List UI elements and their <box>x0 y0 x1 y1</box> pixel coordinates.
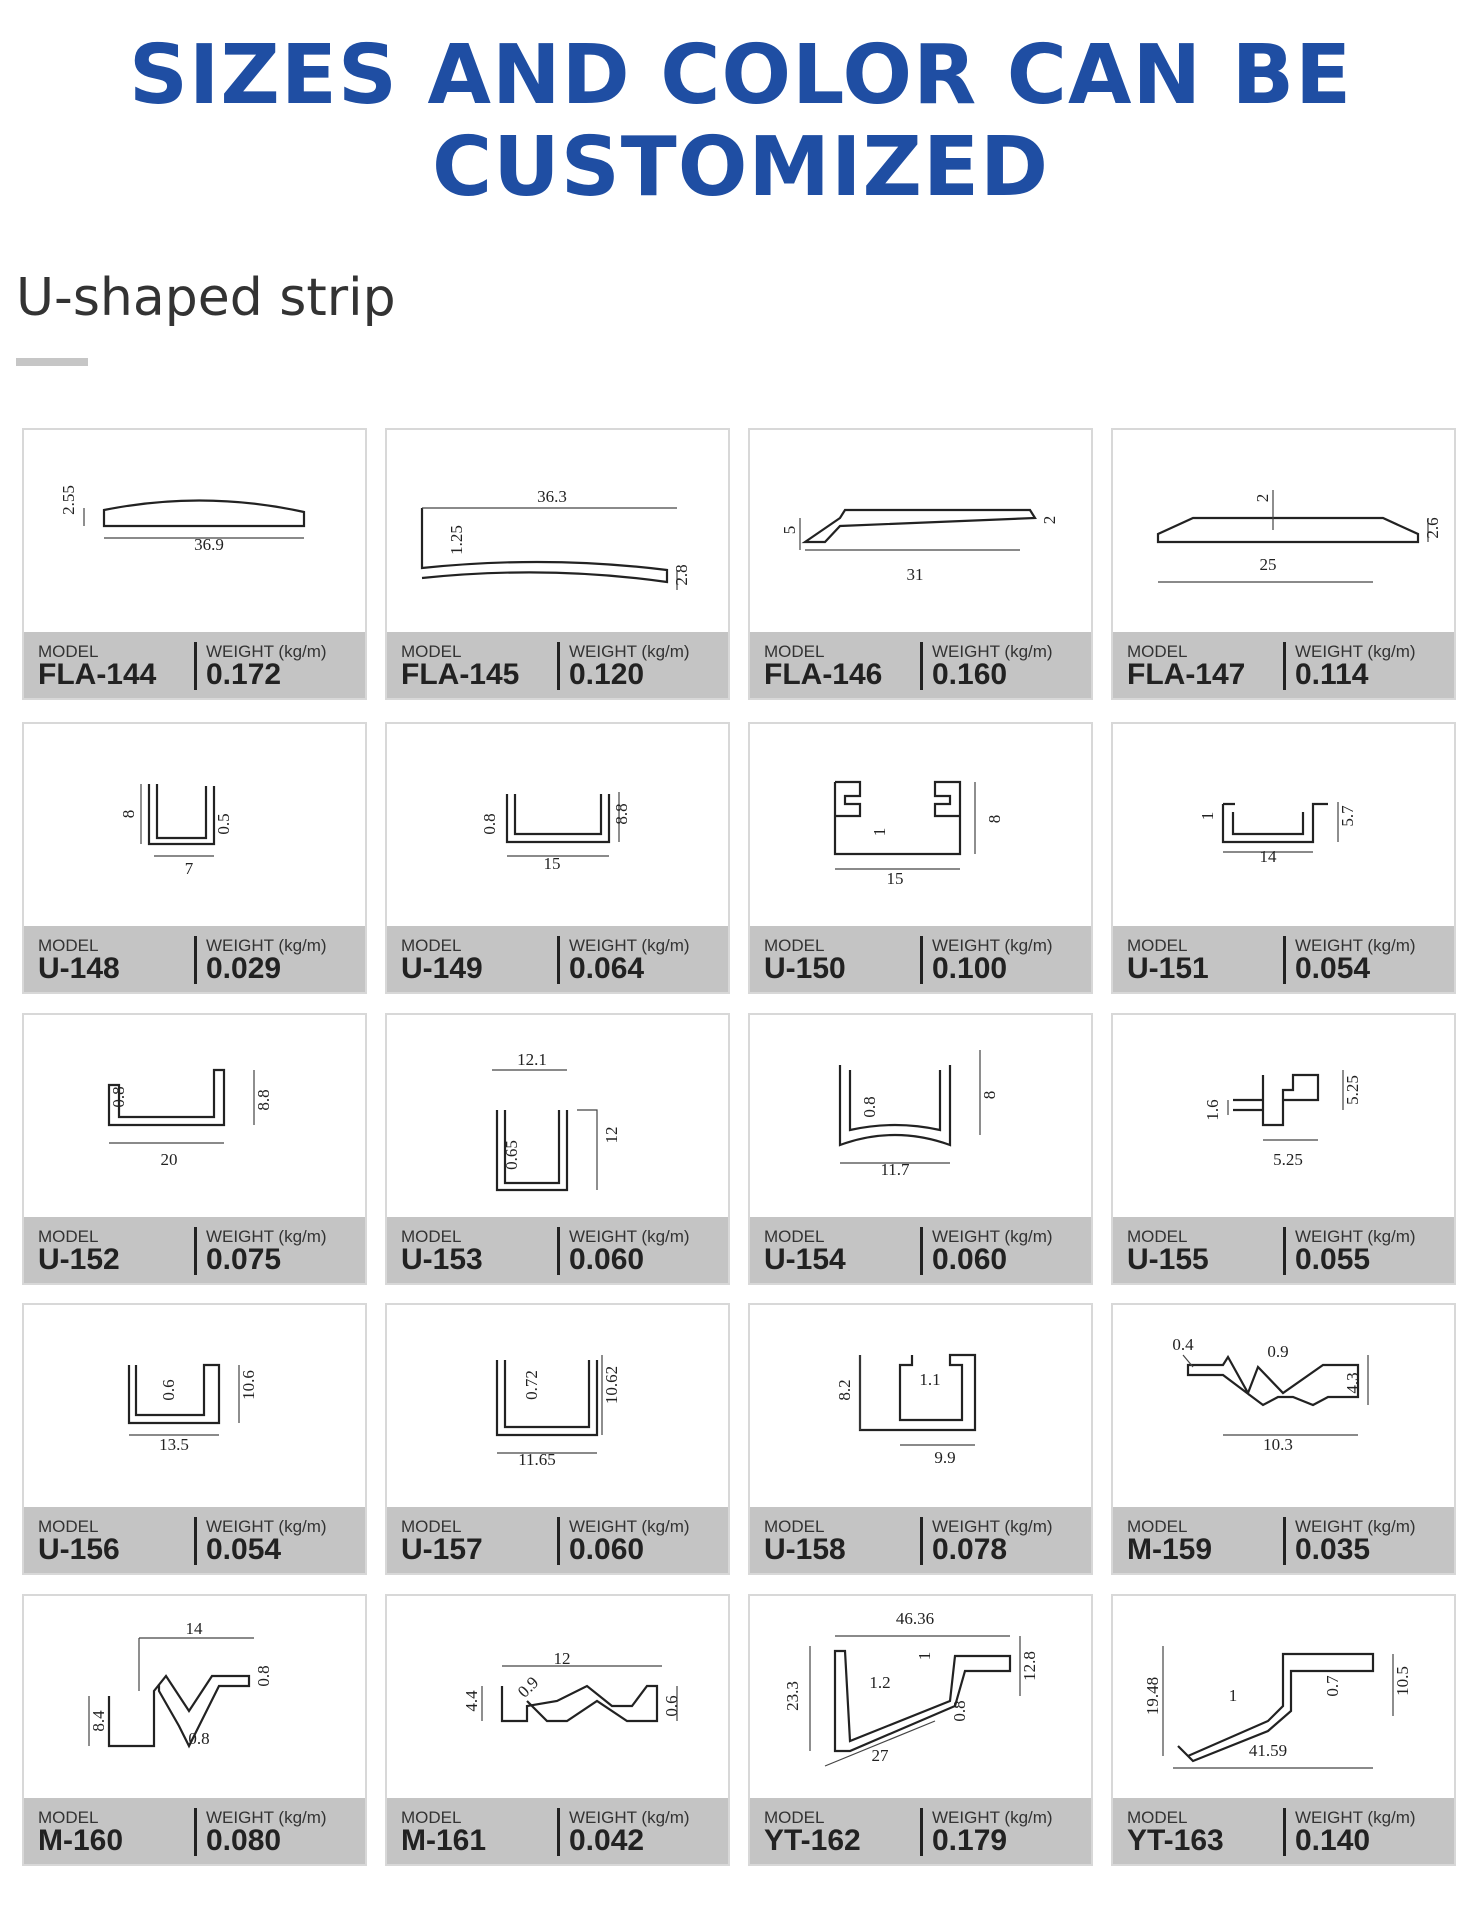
dimension-label: 10.5 <box>1393 1666 1412 1696</box>
profile-drawing <box>24 1305 365 1509</box>
dimension-label: 0.8 <box>254 1665 273 1687</box>
weight-value: 0.054 <box>1295 952 1371 985</box>
profile-outline <box>1158 518 1418 542</box>
model-label: MODEL <box>764 1227 825 1246</box>
model-label: MODEL <box>1127 1227 1188 1246</box>
spec-divider <box>920 936 923 984</box>
model-label: MODEL <box>38 1808 99 1827</box>
dimension-label: 5.25 <box>1273 1150 1303 1169</box>
weight-value: 0.029 <box>206 952 282 985</box>
spec-divider <box>557 936 560 984</box>
dimension-line <box>577 1110 597 1190</box>
dimension-label: 12.1 <box>517 1050 547 1069</box>
model-label: MODEL <box>401 1808 462 1827</box>
profile-outline <box>840 1065 950 1145</box>
spec-band <box>24 632 365 698</box>
dimension-label: 0.8 <box>860 1096 879 1118</box>
profile-drawing <box>387 1305 728 1509</box>
profile-drawing <box>387 1596 728 1800</box>
spec-band <box>1113 1507 1454 1573</box>
product-card <box>22 1013 367 1285</box>
dimension-label: 14 <box>1259 847 1277 866</box>
model-label: MODEL <box>38 642 99 661</box>
spec-divider <box>194 1517 197 1565</box>
spec-band <box>1113 1798 1454 1864</box>
dimension-label: 5.25 <box>1343 1075 1362 1105</box>
spec-band <box>24 1507 365 1573</box>
spec-divider <box>194 642 197 690</box>
product-card <box>1111 1594 1456 1866</box>
dimension-label: 0.72 <box>522 1370 541 1400</box>
profile-outline <box>109 1676 249 1746</box>
product-card <box>22 1594 367 1866</box>
model-value: M-160 <box>38 1824 124 1857</box>
spec-band <box>387 926 728 992</box>
dimension-label: 25 <box>1259 555 1277 574</box>
product-card <box>748 722 1093 994</box>
spec-band <box>387 1217 728 1283</box>
dimension-label: 41.59 <box>1248 1741 1288 1760</box>
model-label: MODEL <box>764 642 825 661</box>
dimension-label: 12 <box>602 1126 621 1144</box>
model-label: MODEL <box>401 642 462 661</box>
profile-drawing <box>24 430 365 634</box>
dimension-label: 0.5 <box>214 813 233 835</box>
dimension-label: 7 <box>184 859 194 878</box>
spec-divider <box>194 936 197 984</box>
dimension-label: 0.8 <box>950 1700 969 1722</box>
profile-drawing <box>1113 724 1454 928</box>
dimension-label: 36.3 <box>537 487 567 506</box>
product-card <box>748 1303 1093 1575</box>
dimension-label: 2.55 <box>59 485 78 515</box>
spec-divider <box>920 1517 923 1565</box>
model-label: MODEL <box>401 1517 462 1536</box>
spec-band <box>24 1217 365 1283</box>
dimension-label: 5.7 <box>1338 805 1357 827</box>
model-value: U-157 <box>401 1533 483 1566</box>
weight-value: 0.140 <box>1295 1824 1371 1857</box>
dimension-label: 10.6 <box>239 1370 258 1400</box>
model-value: YT-162 <box>764 1824 861 1857</box>
model-value: U-153 <box>401 1243 483 1276</box>
profile-drawing <box>1113 1015 1454 1219</box>
dimension-label: 8.8 <box>612 803 631 825</box>
dimension-label: 8.8 <box>254 1089 273 1111</box>
profile-outline <box>835 782 960 854</box>
weight-label: WEIGHT (kg/m) <box>932 1227 1053 1246</box>
spec-band <box>750 1507 1091 1573</box>
spec-band <box>387 1507 728 1573</box>
headline-line-2: CUSTOMIZED <box>431 120 1050 215</box>
dimension-label: 31 <box>906 565 924 584</box>
weight-label: WEIGHT (kg/m) <box>206 1808 327 1827</box>
weight-label: WEIGHT (kg/m) <box>1295 1227 1416 1246</box>
weight-value: 0.060 <box>569 1533 645 1566</box>
profile-outline <box>1223 804 1328 842</box>
profile-outline <box>507 794 609 842</box>
dimension-label: 19.48 <box>1143 1676 1162 1716</box>
dimension-label: 1.6 <box>1203 1099 1222 1121</box>
dimension-label: 0.65 <box>502 1140 521 1170</box>
product-card <box>748 1013 1093 1285</box>
model-label: MODEL <box>38 1517 99 1536</box>
profile-drawing <box>387 430 728 634</box>
model-value: U-151 <box>1127 952 1209 985</box>
dimension-label: 2.8 <box>672 564 691 586</box>
weight-label: WEIGHT (kg/m) <box>206 1227 327 1246</box>
profile-drawing <box>387 1015 728 1219</box>
weight-value: 0.160 <box>932 658 1008 691</box>
section-title: U-shaped strip <box>16 268 396 328</box>
spec-band <box>750 1798 1091 1864</box>
model-label: MODEL <box>764 1517 825 1536</box>
weight-value: 0.114 <box>1295 658 1369 691</box>
dimension-label: 9.9 <box>934 1448 956 1467</box>
spec-divider <box>557 1808 560 1856</box>
weight-value: 0.054 <box>206 1533 282 1566</box>
model-value: FLA-145 <box>401 658 520 691</box>
dimension-label: 1 <box>870 827 889 837</box>
weight-label: WEIGHT (kg/m) <box>206 1517 327 1536</box>
dimension-label: 0.8 <box>188 1729 210 1748</box>
weight-value: 0.078 <box>932 1533 1008 1566</box>
weight-value: 0.080 <box>206 1824 282 1857</box>
profile-outline <box>835 1651 1010 1751</box>
weight-label: WEIGHT (kg/m) <box>1295 936 1416 955</box>
model-label: MODEL <box>764 936 825 955</box>
spec-divider <box>194 1227 197 1275</box>
weight-label: WEIGHT (kg/m) <box>932 642 1053 661</box>
dimension-label: 27 <box>871 1746 889 1765</box>
profile-outline <box>860 1355 975 1430</box>
profile-drawing <box>750 1305 1091 1509</box>
profile-drawing <box>750 1596 1091 1800</box>
spec-band <box>387 632 728 698</box>
profile-outline <box>1188 1357 1358 1405</box>
weight-label: WEIGHT (kg/m) <box>206 642 327 661</box>
model-label: MODEL <box>38 1227 99 1246</box>
profile-outline <box>149 784 214 844</box>
dimension-label: 8 <box>119 809 138 819</box>
weight-value: 0.179 <box>932 1824 1008 1857</box>
dimension-label: 0.9 <box>1267 1342 1289 1361</box>
model-label: MODEL <box>1127 1808 1188 1827</box>
spec-divider <box>1283 936 1286 984</box>
spec-divider <box>1283 1517 1286 1565</box>
profile-drawing <box>1113 1305 1454 1509</box>
model-value: U-154 <box>764 1243 846 1276</box>
dimension-label: 2 <box>1253 493 1272 503</box>
model-label: MODEL <box>38 936 99 955</box>
spec-band <box>1113 926 1454 992</box>
profile-drawing <box>750 1015 1091 1219</box>
dimension-label: 11.7 <box>880 1160 910 1179</box>
weight-value: 0.060 <box>569 1243 645 1276</box>
product-card <box>385 1303 730 1575</box>
spec-band <box>24 926 365 992</box>
dimension-label: 0.6 <box>159 1379 178 1401</box>
spec-band <box>750 926 1091 992</box>
weight-value: 0.060 <box>932 1243 1008 1276</box>
profile-drawing <box>1113 430 1454 634</box>
dimension-label: 8 <box>980 1090 999 1100</box>
weight-value: 0.042 <box>569 1824 645 1857</box>
dimension-label: 0.7 <box>1323 1675 1342 1697</box>
weight-label: WEIGHT (kg/m) <box>569 936 690 955</box>
weight-value: 0.100 <box>932 952 1008 985</box>
dimension-label: 8.2 <box>835 1379 854 1401</box>
weight-label: WEIGHT (kg/m) <box>932 1808 1053 1827</box>
dimension-label: 1.2 <box>869 1673 891 1692</box>
spec-divider <box>920 1227 923 1275</box>
dimension-label: 0.4 <box>1172 1335 1194 1354</box>
model-value: FLA-144 <box>38 658 157 691</box>
weight-label: WEIGHT (kg/m) <box>569 1808 690 1827</box>
spec-divider <box>557 1517 560 1565</box>
weight-label: WEIGHT (kg/m) <box>932 1517 1053 1536</box>
spec-band <box>750 632 1091 698</box>
spec-divider <box>194 1808 197 1856</box>
model-label: MODEL <box>1127 1517 1188 1536</box>
dimension-label: 1 <box>1228 1686 1238 1705</box>
product-card <box>748 428 1093 700</box>
model-value: U-149 <box>401 952 483 985</box>
product-card <box>1111 1013 1456 1285</box>
model-value: U-158 <box>764 1533 846 1566</box>
product-card <box>385 1594 730 1866</box>
model-value: YT-163 <box>1127 1824 1224 1857</box>
product-card <box>385 428 730 700</box>
dimension-label: 2 <box>1040 515 1059 525</box>
dimension-label: 13.5 <box>159 1435 189 1454</box>
model-value: FLA-147 <box>1127 658 1246 691</box>
dimension-label: 10.3 <box>1263 1435 1293 1454</box>
weight-value: 0.064 <box>569 952 645 985</box>
headline-line-1: SIZES AND COLOR CAN BE <box>128 28 1353 123</box>
model-label: MODEL <box>1127 642 1188 661</box>
spec-divider <box>920 642 923 690</box>
product-card <box>22 428 367 700</box>
weight-label: WEIGHT (kg/m) <box>932 936 1053 955</box>
weight-value: 0.120 <box>569 658 645 691</box>
spec-band <box>24 1798 365 1864</box>
profile-drawing <box>750 724 1091 928</box>
spec-band <box>750 1217 1091 1283</box>
dimension-label: 0.8 <box>109 1086 128 1108</box>
product-card <box>1111 1303 1456 1575</box>
dimension-label: 15 <box>886 869 904 888</box>
dimension-label: 1.1 <box>919 1370 941 1389</box>
weight-label: WEIGHT (kg/m) <box>1295 1517 1416 1536</box>
profile-drawing <box>24 1015 365 1219</box>
model-value: U-155 <box>1127 1243 1209 1276</box>
spec-divider <box>557 1227 560 1275</box>
weight-value: 0.172 <box>206 658 282 691</box>
model-label: MODEL <box>764 1808 825 1827</box>
weight-label: WEIGHT (kg/m) <box>569 1517 690 1536</box>
dimension-label: 12.8 <box>1020 1651 1039 1681</box>
spec-divider <box>557 642 560 690</box>
dimension-label: 23.3 <box>783 1681 802 1711</box>
profile-outline <box>497 1360 597 1435</box>
dimension-label: 14 <box>185 1619 203 1638</box>
weight-value: 0.035 <box>1295 1533 1371 1566</box>
spec-band <box>1113 632 1454 698</box>
weight-label: WEIGHT (kg/m) <box>1295 1808 1416 1827</box>
product-card <box>385 722 730 994</box>
dimension-label: 2.6 <box>1423 517 1442 539</box>
spec-divider <box>1283 1808 1286 1856</box>
profile-drawing <box>750 430 1091 634</box>
weight-label: WEIGHT (kg/m) <box>569 642 690 661</box>
dimension-label: 4.3 <box>1343 1372 1362 1394</box>
spec-band <box>1113 1217 1454 1283</box>
product-card <box>1111 722 1456 994</box>
dimension-label: 12 <box>553 1649 571 1668</box>
spec-divider <box>1283 1227 1286 1275</box>
model-label: MODEL <box>401 936 462 955</box>
dimension-label: 8 <box>985 814 1004 824</box>
model-value: U-156 <box>38 1533 120 1566</box>
dimension-label: 0.6 <box>662 1695 681 1717</box>
model-value: U-152 <box>38 1243 120 1276</box>
profile-drawing <box>1113 1596 1454 1800</box>
model-value: M-159 <box>1127 1533 1213 1566</box>
spec-divider <box>920 1808 923 1856</box>
product-card <box>22 722 367 994</box>
dimension-label: 11.65 <box>518 1450 556 1469</box>
profile-outline <box>805 510 1035 542</box>
dimension-label: 36.9 <box>194 535 224 554</box>
dimension-label: 46.36 <box>895 1609 935 1628</box>
product-card <box>1111 428 1456 700</box>
spec-band <box>387 1798 728 1864</box>
profile-drawing <box>24 724 365 928</box>
model-value: U-150 <box>764 952 846 985</box>
product-card <box>385 1013 730 1285</box>
dimension-label: 8.4 <box>89 1710 108 1732</box>
model-label: MODEL <box>1127 936 1188 955</box>
profile-outline <box>104 500 304 526</box>
dimension-label: 1 <box>915 1651 934 1661</box>
weight-label: WEIGHT (kg/m) <box>1295 642 1416 661</box>
product-card <box>748 1594 1093 1866</box>
dimension-label: 5 <box>780 525 799 535</box>
weight-value: 0.055 <box>1295 1243 1371 1276</box>
model-label: MODEL <box>401 1227 462 1246</box>
dimension-label: 0.9 <box>513 1672 543 1702</box>
product-card <box>22 1303 367 1575</box>
dimension-label: 0.8 <box>480 813 499 835</box>
spec-divider <box>1283 642 1286 690</box>
dimension-label: 10.62 <box>602 1365 621 1405</box>
weight-value: 0.075 <box>206 1243 282 1276</box>
profile-drawing <box>387 724 728 928</box>
dimension-label: 15 <box>543 854 561 873</box>
profile-outline <box>1233 1075 1318 1125</box>
model-value: FLA-146 <box>764 658 883 691</box>
dimension-label: 4.4 <box>462 1690 481 1712</box>
dimension-label: 1.25 <box>447 525 466 555</box>
weight-label: WEIGHT (kg/m) <box>206 936 327 955</box>
profile-drawing <box>24 1596 365 1800</box>
model-value: M-161 <box>401 1824 487 1857</box>
model-value: U-148 <box>38 952 120 985</box>
weight-label: WEIGHT (kg/m) <box>569 1227 690 1246</box>
dimension-label: 20 <box>160 1150 178 1169</box>
dimension-label: 1 <box>1198 811 1217 821</box>
